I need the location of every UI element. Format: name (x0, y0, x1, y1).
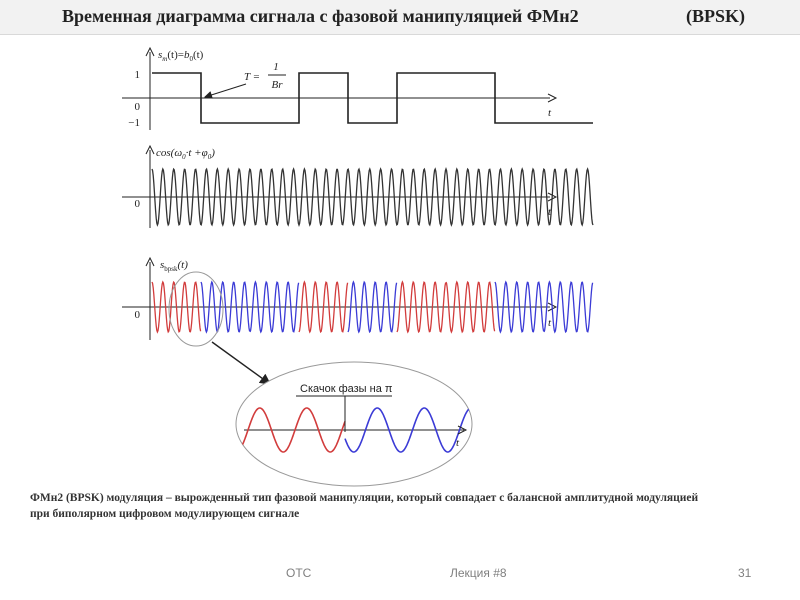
phase-jump-zoom (236, 362, 472, 486)
panel1-tick-one: 1 (134, 69, 140, 81)
period-pointer-arrow (205, 84, 246, 97)
phase-jump-label: Скачок фазы на π (300, 383, 393, 395)
bpsk-timing-diagram (0, 34, 800, 490)
caption-line-2: при биполярном цифровом модулирующем сигнале (30, 508, 300, 520)
panel1-t-label: t (548, 107, 552, 119)
period-denominator: Br (271, 79, 283, 91)
panel1-y-label: $s_m(t)=b_0(t)$ (158, 49, 204, 63)
zoom-ellipse (236, 362, 472, 486)
footer-lecture: Лекция #8 (450, 566, 507, 580)
slide-title-bar (0, 0, 800, 35)
footer-course: ОТС (286, 566, 312, 580)
zoom-pointer-arrow (212, 342, 270, 384)
footer-page-number: 31 (738, 566, 752, 580)
zoom-t-label: t (456, 437, 460, 449)
panel1-tick-minus-one: −1 (128, 117, 140, 129)
panel-carrier (122, 146, 593, 228)
panel3-t-label: t (548, 317, 552, 329)
panel1-tick-zero: 0 (134, 101, 140, 113)
period-numerator: 1 (273, 61, 279, 73)
slide-caption (30, 490, 790, 522)
panel2-y-label: $\cos(\omega_0\cdot t +\varphi_0)$ (156, 147, 215, 161)
slide-title: Временная диаграмма сигнала с фазовой манипуляцией ФМн2 (62, 6, 579, 26)
panel2-t-label: t (548, 206, 552, 218)
caption-line-1: ФМн2 (BPSK) модуляция – вырожденный тип фазовой манипуляции, который совпадает с балансной амплитудной модуляцией (30, 492, 699, 504)
panel3-tick-zero: 0 (134, 309, 140, 321)
bpsk-segment-9 (544, 282, 593, 332)
period-label: T = (244, 71, 261, 83)
panel3-y-label: $s_{bpsk}(t)$ (160, 259, 188, 273)
panel2-tick-zero: 0 (134, 198, 140, 210)
panel-modulating-signal (122, 48, 593, 130)
slide-title-tag: (BPSK) (686, 6, 746, 26)
